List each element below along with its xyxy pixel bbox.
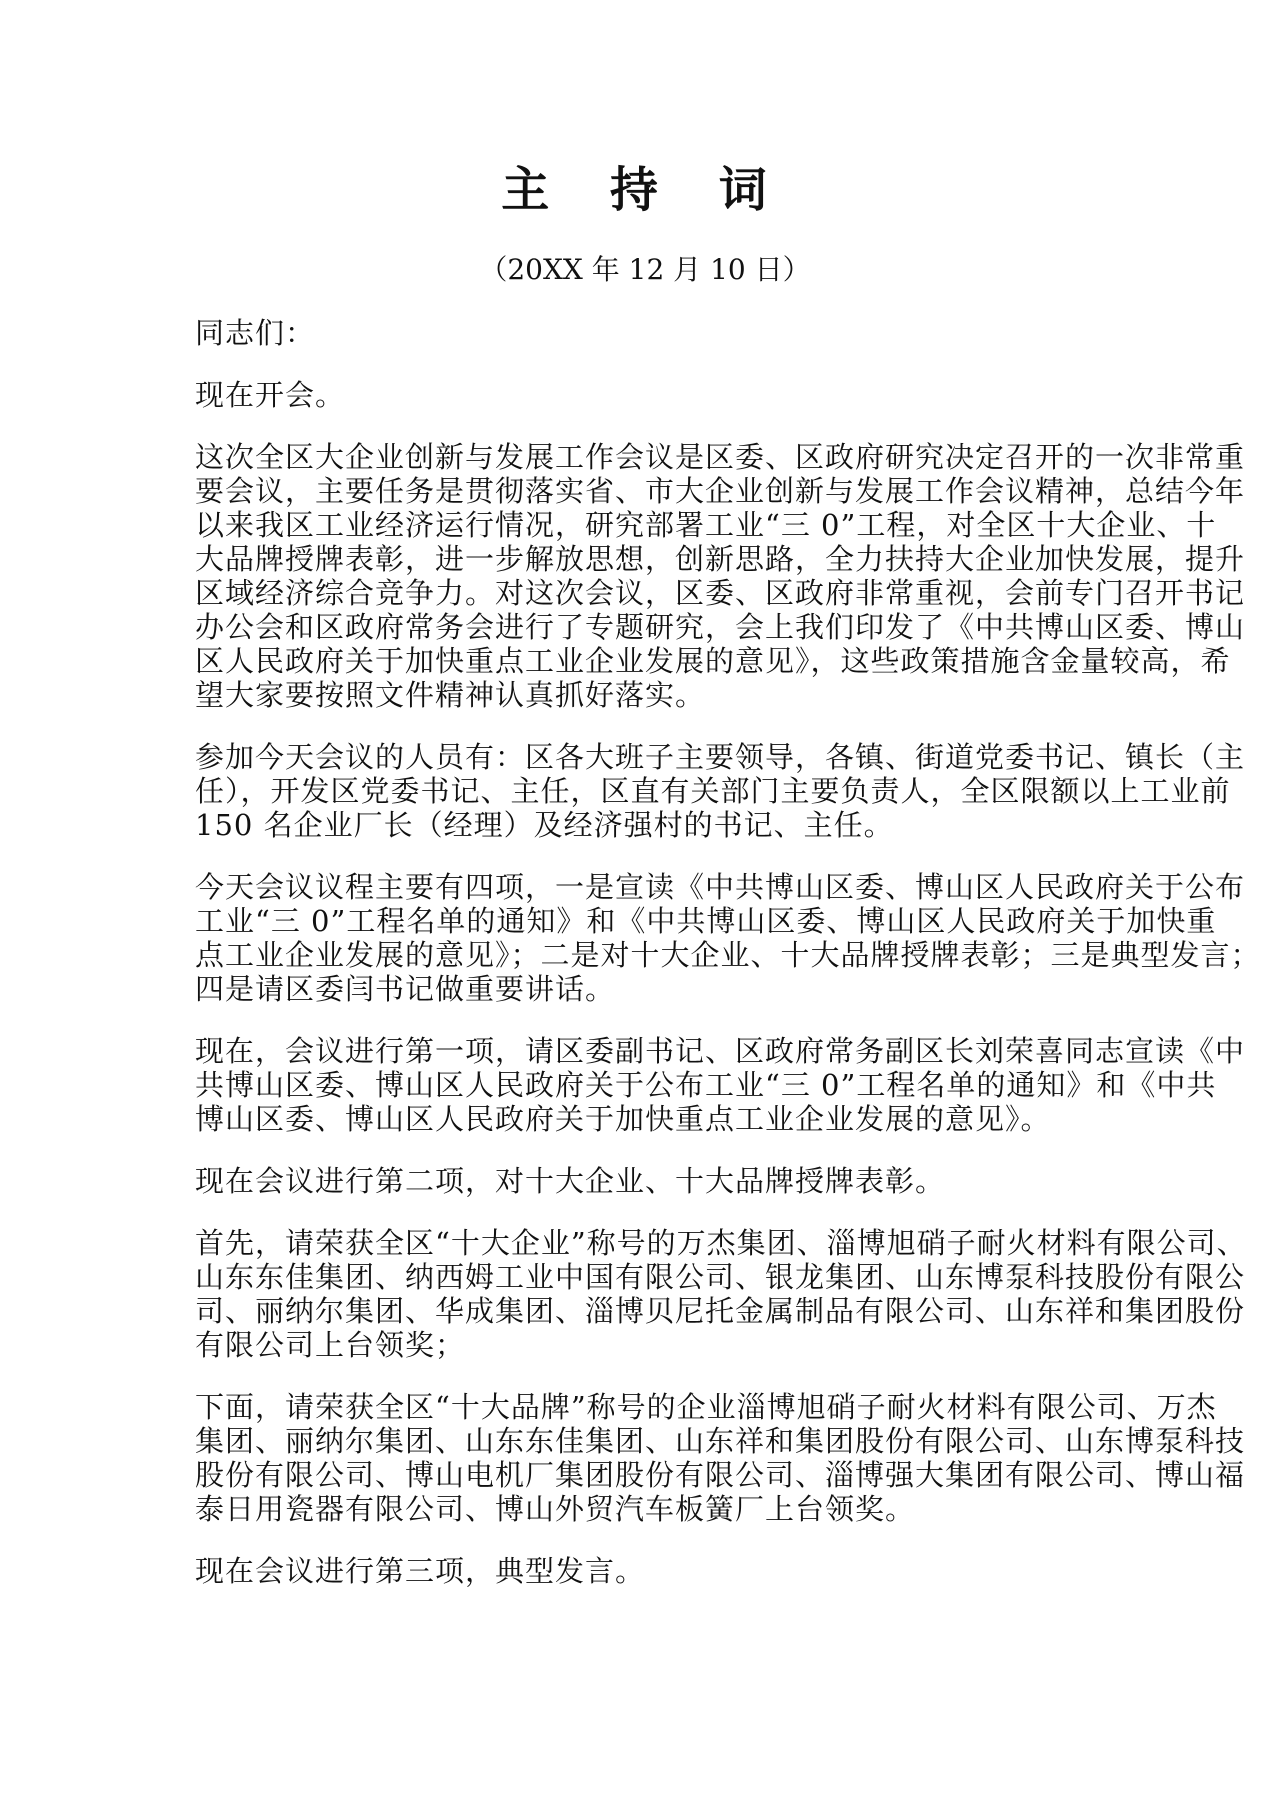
- paragraph-line: 今天会议议程主要有四项，一是宣读《中共博山区委、博山区人民政府关于公布: [195, 870, 1246, 904]
- paragraph-line: 同志们：: [195, 316, 316, 350]
- paragraph-line: 四是请区委闫书记做重要讲话。: [195, 972, 616, 1006]
- paragraph: [195, 1226, 1247, 1362]
- paragraph: [195, 740, 1246, 842]
- paragraph-line: 办公会和区政府常务会进行了专题研究，会上我们印发了《中共博山区委、博山: [195, 610, 1246, 644]
- paragraph: [195, 1034, 1246, 1136]
- paragraph-line: 参加今天会议的人员有：区各大班子主要领导，各镇、街道党委书记、镇长（主: [195, 740, 1246, 774]
- paragraph-line: 现在会议进行第二项，对十大企业、十大品牌授牌表彰。: [195, 1164, 946, 1198]
- paragraph-line: 任），开发区党委书记、主任，区直有关部门主要负责人，全区限额以上工业前: [195, 774, 1231, 808]
- paragraph-line: 有限公司上台领奖；: [195, 1328, 466, 1362]
- paragraph-line: 这次全区大企业创新与发展工作会议是区委、区政府研究决定召开的一次非常重: [195, 440, 1246, 474]
- paragraph-line: 首先，请荣获全区“十大企业”称号的万杰集团、淄博旭硝子耐火材料有限公司、: [195, 1226, 1247, 1260]
- paragraph-line: 股份有限公司、博山电机厂集团股份有限公司、淄博强大集团有限公司、博山福: [195, 1458, 1246, 1492]
- paragraph: [195, 1164, 1095, 1198]
- paragraph-line: 现在开会。: [195, 378, 346, 412]
- paragraph-line: 150 名企业厂长（经理）及经济强村的书记、主任。: [195, 808, 894, 842]
- paragraph: [195, 440, 1246, 712]
- paragraph-line: 区域经济综合竞争力。对这次会议，区委、区政府非常重视，会前专门召开书记: [195, 576, 1246, 610]
- document-title: 主 持 词: [501, 162, 789, 218]
- paragraph-line: 下面，请荣获全区“十大品牌”称号的企业淄博旭硝子耐火材料有限公司、万杰: [195, 1390, 1217, 1424]
- paragraph-line: 工业“三 0”工程名单的通知》和《中共博山区委、博山区人民政府关于加快重: [195, 904, 1217, 938]
- paragraph-line: 现在会议进行第三项，典型发言。: [195, 1554, 646, 1588]
- paragraph-line: 博山区委、博山区人民政府关于加快重点工业企业发展的意见》。: [195, 1102, 1051, 1136]
- paragraph-line: 共博山区委、博山区人民政府关于公布工业“三 0”工程名单的通知》和《中共: [195, 1068, 1217, 1102]
- paragraph: [195, 378, 1095, 412]
- document-date: （20XX 年 12 月 10 日）: [479, 253, 811, 286]
- paragraph-line: 以来我区工业经济运行情况，研究部署工业“三 0”工程，对全区十大企业、十: [195, 508, 1217, 542]
- paragraph-line: 点工业企业发展的意见》；二是对十大企业、十大品牌授牌表彰；三是典型发言；: [195, 938, 1261, 972]
- paragraph: [195, 1390, 1246, 1526]
- paragraph-line: 大品牌授牌表彰，进一步解放思想，创新思路，全力扶持大企业加快发展，提升: [195, 542, 1246, 576]
- paragraph-line: 现在，会议进行第一项，请区委副书记、区政府常务副区长刘荣喜同志宣读《中: [195, 1034, 1246, 1068]
- paragraph-line: 山东东佳集团、纳西姆工业中国有限公司、银龙集团、山东博泵科技股份有限公: [195, 1260, 1246, 1294]
- paragraph-line: 司、丽纳尔集团、华成集团、淄博贝尼托金属制品有限公司、山东祥和集团股份: [195, 1294, 1246, 1328]
- paragraph-line: 要会议，主要任务是贯彻落实省、市大企业创新与发展工作会议精神，总结今年: [195, 474, 1246, 508]
- paragraph: [195, 316, 1095, 350]
- paragraph-line: 区人民政府关于加快重点工业企业发展的意见》，这些政策措施含金量较高，希: [195, 644, 1231, 678]
- paragraph-line: 泰日用瓷器有限公司、博山外贸汽车板簧厂上台领奖。: [195, 1492, 916, 1526]
- paragraph-line: 集团、丽纳尔集团、山东东佳集团、山东祥和集团股份有限公司、山东博泵科技: [195, 1424, 1246, 1458]
- paragraph: [195, 870, 1261, 1006]
- document-body: [195, 316, 1261, 1616]
- paragraph-line: 望大家要按照文件精神认真抓好落实。: [195, 678, 706, 712]
- paragraph: [195, 1554, 1095, 1588]
